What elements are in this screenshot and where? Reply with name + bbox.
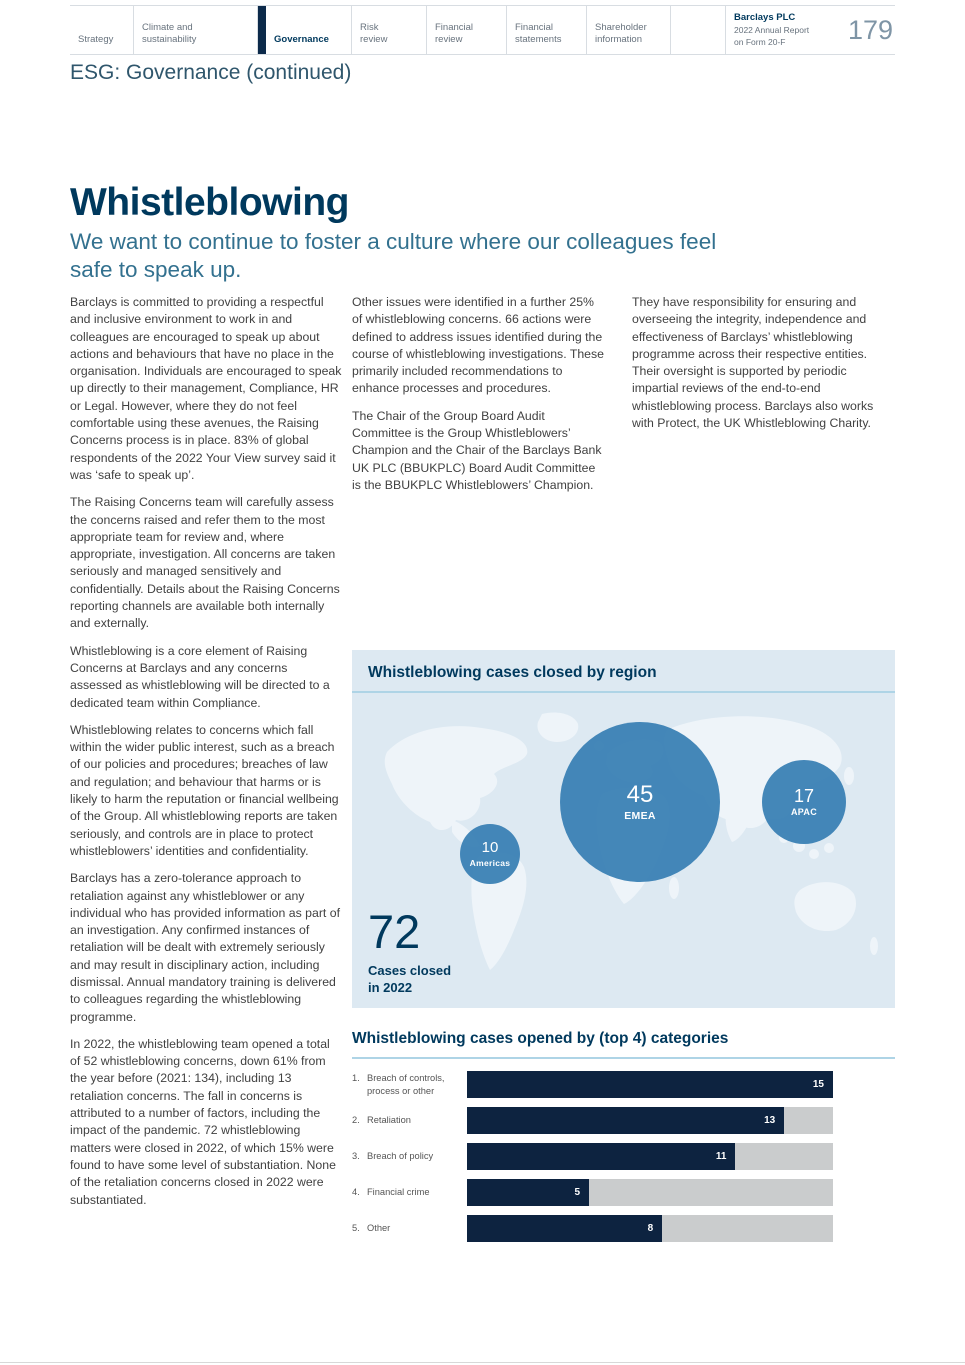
body-column-2 [352, 294, 604, 504]
paragraph: Barclays has a zero-tolerance approach to retaliation against any whistleblower or any individual who has provided information as part of an investigation. Any confirmed instances of retaliation will be dealt with extremely seriously and may result in disciplinary action, including dismissal. Annual mandatory training is delivered to colleagues regarding the whistleblowing programme. [70, 871, 341, 1024]
bubble-label: Americas [469, 857, 511, 868]
nav-tab-label: Climate and sustainability [142, 22, 197, 46]
subcontinent-india [726, 800, 752, 842]
bar-fill [467, 1071, 833, 1098]
nav-tab-governance[interactable] [258, 6, 352, 54]
bar-track [467, 1215, 833, 1242]
nav-tab-strategy[interactable] [70, 6, 134, 54]
bar-track [467, 1107, 833, 1134]
bar-rows [352, 1071, 895, 1242]
bar-value: 11 [715, 1151, 727, 1162]
nav-tab-label: Financial statements [515, 22, 562, 46]
bar-value: 15 [812, 1079, 824, 1090]
nav-tab-climate-and-sustainability[interactable] [134, 6, 258, 54]
region-chart-panel [352, 650, 895, 1008]
nav-tab-label: Governance [274, 34, 329, 46]
bar-rank: 5. [352, 1223, 360, 1234]
bar-row [352, 1215, 895, 1242]
brand-name: Barclays PLC [734, 12, 796, 24]
bar-label [352, 1150, 467, 1162]
paragraph: Whistleblowing relates to concerns which fall within the wider public interest, such as a breach of our policies and procedures; breaches of law and regulation; and behaviour that harms or is likely to harm the reputation or financial wellbeing of the Group. All whistleblowing reports are taken seriously, and controls are in place to protect whistleblowers’ identities and confidentiality. [70, 722, 339, 858]
category-chart-title: Whistleblowing cases opened by (top 4) categories [352, 1030, 895, 1059]
continent-australia [794, 882, 856, 931]
bar-row [352, 1071, 895, 1098]
bar-label [352, 1072, 467, 1096]
islands-indonesia [809, 849, 819, 859]
total-cases-value: 72 [368, 905, 421, 958]
bar-rank: 2. [352, 1115, 360, 1126]
page-title: Whistleblowing [70, 181, 349, 224]
nav-tab-financial-statements[interactable] [507, 6, 587, 54]
nav-tab-label: Risk review [360, 22, 388, 46]
bar-label [352, 1114, 467, 1126]
bar-category: Breach of controls, process or other [367, 1073, 445, 1096]
bubble-label: EMEA [624, 809, 656, 822]
bubble-americas [460, 824, 520, 884]
nav-tab-financial-review[interactable] [427, 6, 507, 54]
nav-tab-label: Shareholder information [595, 22, 647, 46]
bar-track [467, 1143, 833, 1170]
bubble-label: APAC [790, 807, 818, 818]
page-bottom-rule [0, 1362, 965, 1363]
bar-row [352, 1107, 895, 1134]
paragraph: The Raising Concerns team will carefully assess the concerns raised and refer them to the most appropriate team for review and, where appropriate, investigation. All concerns are taken seriously and managed sensitively and confidentially. Details about the Raising Concerns reporting channels are available both internally and externally. [70, 495, 340, 631]
category-chart [352, 1030, 895, 1251]
bar-track [467, 1071, 833, 1098]
paragraph: Whistleblowing is a core element of Raising Concerns at Barclays and any concerns assessed as whistleblowing will be directed to a dedicated team within Compliance. [70, 643, 330, 710]
body-column-3 [632, 294, 895, 442]
bar-category: Other [367, 1223, 391, 1234]
bar-category: Breach of policy [367, 1151, 434, 1162]
bar-fill [467, 1107, 784, 1134]
bar-category: Financial crime [367, 1187, 430, 1198]
nav-tab-shareholder-information[interactable] [587, 6, 671, 54]
bar-rank: 3. [352, 1151, 360, 1162]
paragraph: Other issues were identified in a further 25% of whistleblowing concerns. 66 actions were defined to address issues identified during the course of whistleblowing investigations. These primarily included recommendations to enhance processes and procedures. [352, 295, 604, 396]
bubble-apac [762, 760, 846, 844]
report-title-line: 2022 Annual Report [734, 25, 810, 36]
bar-fill [467, 1179, 589, 1206]
paragraph: The Chair of the Group Board Audit Committee is the Group Whistleblowers’ Champion and the Chair of the Barclays Bank UK PLC (BBUKPLC) Board Audit Committee is the BBUKPLC Whistleblowers’ Champion. [352, 408, 602, 492]
page-subtitle: We want to continue to foster a culture where our colleagues feel safe to speak up. [70, 229, 717, 282]
island-new-zealand [870, 937, 878, 955]
bar-fill [467, 1215, 662, 1242]
nav-tab-label: Financial review [435, 22, 474, 46]
bubble-emea [560, 722, 720, 882]
bar-label [352, 1222, 467, 1234]
bar-track [467, 1179, 833, 1206]
region-chart-title: Whistleblowing cases closed by region [352, 650, 895, 693]
total-label-line: Cases closed [368, 963, 452, 978]
total-cases-label [368, 963, 451, 997]
bar-value: 13 [764, 1115, 776, 1126]
total-label-line: in 2022 [368, 979, 413, 995]
section-title: ESG: Governance (continued) [70, 61, 352, 84]
bar-rank: 4. [352, 1187, 360, 1198]
bar-fill [467, 1143, 735, 1170]
nav-tab-label: Strategy [78, 34, 114, 46]
report-title-line: on Form 20-F [734, 36, 786, 47]
nav-tab-risk-review[interactable] [352, 6, 427, 54]
bar-rank: 1. [352, 1073, 360, 1084]
bar-value: 8 [647, 1223, 654, 1234]
top-nav [70, 5, 895, 55]
report-brand [725, 6, 837, 54]
continent-greenland [537, 712, 578, 742]
bar-category: Retaliation [367, 1115, 411, 1126]
total-cases [368, 905, 452, 997]
paragraph: They have responsibility for ensuring and overseeing the integrity, independence and effectiveness of Barclays’ whistleblowing programme across their respective entities. Their oversight is supported by periodic impartial reviews of the end-to-end whistleblowing process. Barclays also works with Protect, the UK Whistleblowing Charity. [632, 295, 874, 431]
island-japan [844, 767, 854, 785]
body-column-1 [70, 294, 342, 1219]
bar-label [352, 1186, 467, 1198]
bar-row [352, 1179, 895, 1206]
islands-indonesia [824, 843, 834, 853]
paragraph: Barclays is committed to providing a respectful and inclusive environment to work in and colleagues are encouraged to speak up about actions and behaviours that have no place in the organisation. Individuals are encouraged to speak up directly to their management, Compliance, HR or Legal. However, where they do not feel comfortable using these avenues, the Raising Concerns process is in place. 83% of global respondents of the 2022 Your View survey said it was ‘safe to speak up’. [70, 295, 342, 482]
page-number: 179 [847, 14, 893, 45]
paragraph: In 2022, the whistleblowing team opened a total of 52 whistleblowing concerns, down 61% from the year before (2021: 134), including 13 retaliation concerns. The fall in concerns is attributed to a number of factors, including the impact of the pandemic. 72 whistleblowing matters were closed in 2022, of which 15% were found to have some level of substantiation. None of the retaliation concerns closed in 2022 were substantiated. [70, 1036, 336, 1207]
bar-value: 5 [574, 1187, 580, 1198]
continent-north-america [385, 726, 528, 830]
island-madagascar [669, 877, 679, 899]
nav-spacer [671, 6, 725, 54]
bubble-value: 17 [793, 785, 815, 806]
bar-row [352, 1143, 895, 1170]
bubble-value: 45 [626, 781, 654, 809]
bubble-value: 10 [481, 839, 499, 857]
